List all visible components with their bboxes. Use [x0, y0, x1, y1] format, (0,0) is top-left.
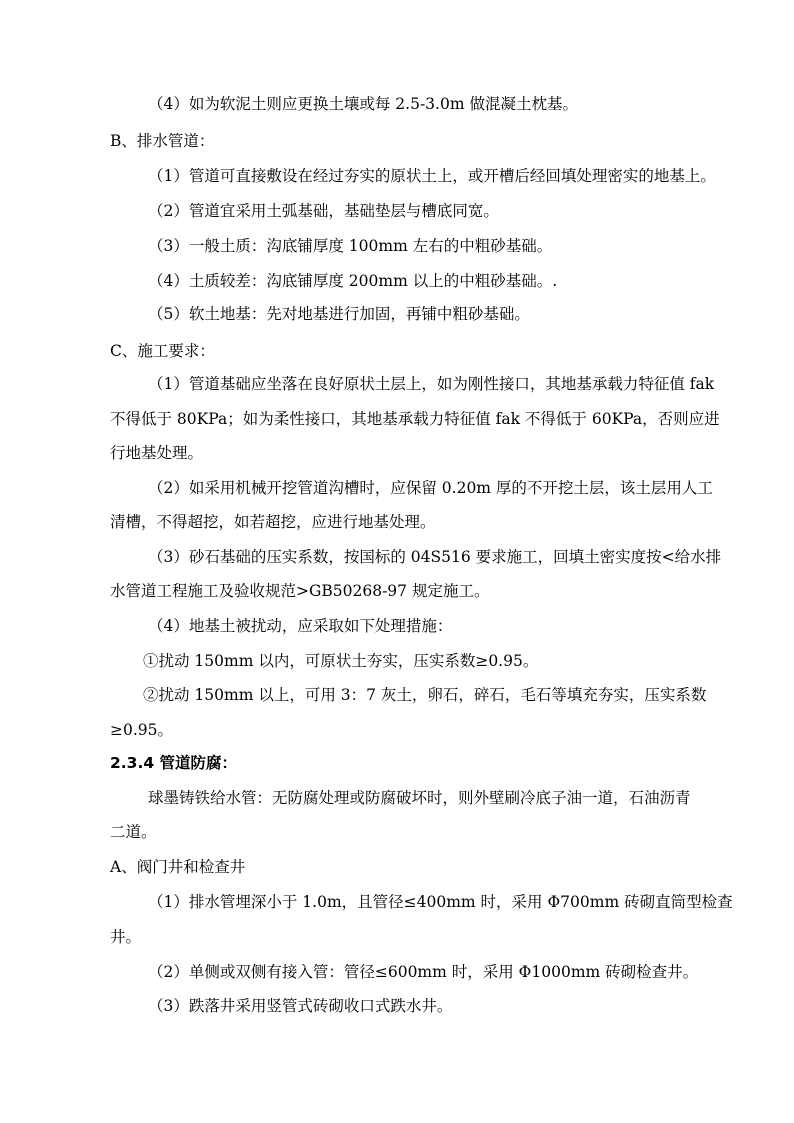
- section-label-b: B、排水管道：: [110, 132, 215, 150]
- text-line: ①扰动 150mm 以内，可原状土夯实，压实系数≥0.95。: [143, 652, 539, 670]
- text-line: 井。: [110, 928, 142, 946]
- section-label-a: A、阀门井和检查井: [110, 858, 246, 876]
- text-line: （2）管道宜采用土弧基础，基础垫层与槽底同宽。: [148, 202, 499, 220]
- text-line: （4）如为软泥土则应更换土壤或每 2.5-3.0m 做混凝土枕基。: [148, 95, 578, 113]
- text-line: （1）管道基础应坐落在良好原状土层上，如为刚性接口，其地基承载力特征值 fak: [148, 375, 715, 393]
- text-line: 行地基处理。: [110, 444, 204, 462]
- text-line: （5）软土地基：先对地基进行加固，再铺中粗砂基础。: [148, 305, 530, 323]
- section-heading: 2.3.4 管道防腐：: [110, 754, 238, 772]
- text-line: （4）地基土被扰动，应采取如下处理措施：: [148, 617, 453, 635]
- text-line: （4）土质较差：沟底铺厚度 200mm 以上的中粗砂基础。.: [148, 272, 558, 290]
- text-line: （3）砂石基础的压实系数，按国标的 04S516 要求施工，回填土密实度按<给水排: [148, 548, 722, 566]
- text-line: 不得低于 80KPa；如为柔性接口，其地基承载力特征值 fak 不得低于 60KPa，否则应进: [110, 410, 720, 428]
- text-line: ≥0.95。: [110, 721, 173, 739]
- text-line: 球墨铸铁给水管：无防腐处理或防腐破坏时，则外壁刷冷底子油一道，石油沥青: [148, 789, 691, 807]
- text-line: 清槽，不得超挖，如若超挖，应进行地基处理。: [110, 513, 436, 531]
- text-line: （2）单侧或双侧有接入管：管径≤600mm 时，采用 Φ1000mm 砖砌检查井。: [148, 963, 699, 981]
- text-line: 二道。: [110, 823, 157, 841]
- text-line: （1）排水管埋深小于 1.0m，且管径≤400mm 时，采用 Φ700mm 砖砌直筒型检查: [148, 893, 733, 911]
- text-line: （3）跌落井采用竖管式砖砌收口式跌水井。: [148, 997, 453, 1015]
- text-line: 水管道工程施工及验收规范>GB50268-97 规定施工。: [110, 582, 490, 600]
- section-label-c: C、施工要求：: [110, 342, 215, 360]
- text-line: （1）管道可直接敷设在经过夯实的原状土上，或开槽后经回填处理密实的地基上。: [148, 167, 716, 185]
- text-line: （2）如采用机械开挖管道沟槽时，应保留 0.20m 厚的不开挖土层，该土层用人工: [148, 479, 713, 497]
- text-line: （3）一般土质：沟底铺厚度 100mm 左右的中粗砂基础。: [148, 237, 553, 255]
- text-line: ②扰动 150mm 以上，可用 3：7 灰土，卵石，碎石，毛石等填充夯实，压实系数: [143, 686, 707, 704]
